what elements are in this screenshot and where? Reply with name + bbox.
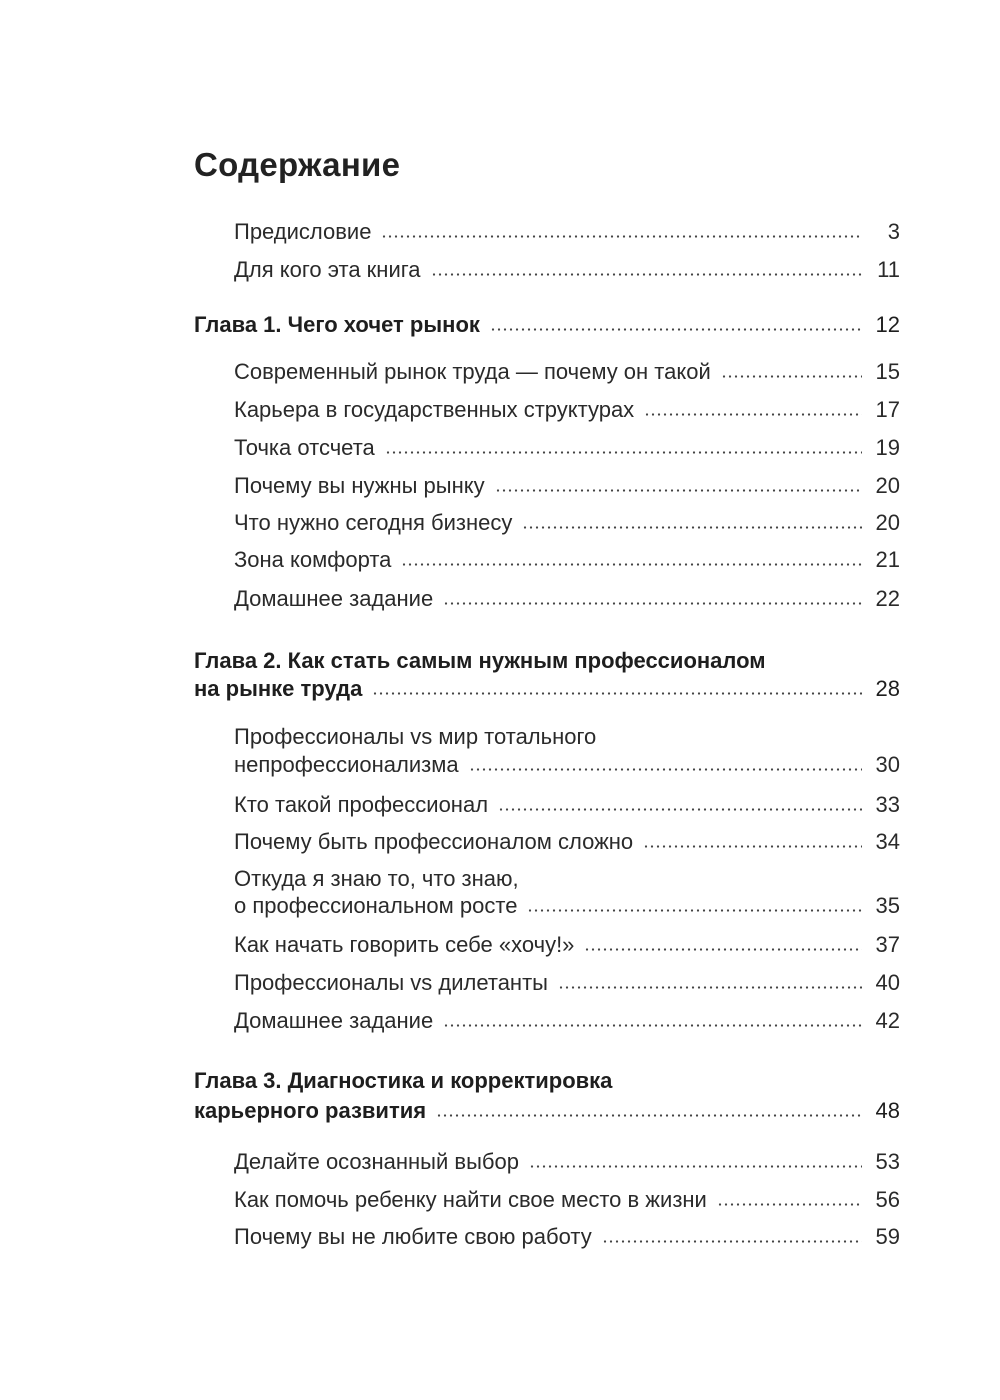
dot-leader [717,1203,862,1206]
toc-entry[interactable] [234,1147,900,1177]
toc-page-number: 56 [875,1187,900,1212]
toc-page-number: 42 [875,1008,900,1033]
dot-leader [644,413,862,416]
toc-entry[interactable] [234,1185,900,1215]
toc-entry[interactable] [234,433,900,463]
toc-page-number: 11 [877,257,900,282]
toc-entry-title: Для кого эта книга [234,257,421,282]
page-title: Содержание [194,146,401,183]
toc-page-number: 12 [875,312,900,337]
toc-page-number: 3 [887,219,900,244]
toc-entry[interactable] [234,968,900,998]
dot-leader [436,1114,862,1117]
dot-leader [431,273,862,276]
toc-chapter-title: карьерного развития [194,1098,427,1123]
dot-leader [385,451,862,454]
toc-page-number: 48 [875,1098,900,1123]
toc-page-number: 20 [875,473,900,498]
dot-leader [498,808,862,811]
toc-entry[interactable] [234,395,900,425]
toc-page-number: 22 [875,586,900,611]
toc-entry[interactable] [234,827,900,857]
toc-entry-title: Что нужно сегодня бизнесу [234,510,513,535]
toc-entry-title: Как начать говорить себе «хочу!» [234,932,575,957]
toc-chapter-title: на рынке труда [194,676,363,701]
toc-entry[interactable] [234,471,900,501]
toc-entry[interactable] [234,508,900,538]
dot-leader [495,489,862,492]
toc-entry-title: Делайте осознанный выбор [234,1149,519,1174]
toc-chapter[interactable] [194,1096,900,1126]
toc-page-number: 21 [875,547,900,572]
toc-entry[interactable] [234,891,900,921]
toc-entry-title: Как помочь ребенку найти свое место в жизни [234,1187,707,1212]
toc-entry-title: о профессиональном росте [234,893,518,918]
dot-leader [721,375,862,378]
toc-entry[interactable] [234,1006,900,1036]
toc-entry-title-line1: Профессионалы vs мир тотального [234,724,597,749]
toc-chapter[interactable] [194,310,900,340]
toc-chapter[interactable] [194,674,900,704]
dot-leader [643,845,862,848]
toc-entry-title: непрофессионализма [234,752,459,777]
toc-page-number: 34 [875,829,900,854]
dot-leader [469,768,862,771]
dot-leader [443,602,862,605]
toc-entry[interactable] [234,930,900,960]
toc-entry-title: Точка отсчета [234,435,375,460]
toc-page-number: 53 [875,1149,900,1174]
toc-page-number: 59 [875,1224,900,1249]
toc-entry[interactable] [234,750,900,780]
toc-entry[interactable] [234,217,900,247]
toc-entry[interactable] [234,255,900,285]
toc-entry-title: Почему вы не любите свою работу [234,1224,592,1249]
dot-leader [558,986,862,989]
toc-entry[interactable] [234,545,900,575]
dot-leader [490,328,862,331]
dot-leader [584,948,862,951]
toc-entry[interactable] [234,1222,900,1252]
dot-leader [602,1240,862,1243]
toc-entry[interactable] [234,584,900,614]
dot-leader [522,526,862,529]
toc-chapter-title-line1: Глава 2. Как стать самым нужным профессионалом [194,648,766,673]
dot-leader [372,692,862,695]
toc-entry-title: Карьера в государственных структурах [234,397,635,422]
dot-leader [381,235,862,238]
toc-page-number: 15 [875,359,900,384]
toc-entry[interactable] [234,790,900,820]
toc-entry-title: Домашнее задание [234,586,434,611]
toc-page-number: 17 [875,397,900,422]
toc-page-number: 35 [875,893,900,918]
toc-page-number: 28 [875,676,900,701]
dot-leader [527,909,862,912]
toc-entry-title: Зона комфорта [234,547,392,572]
toc-page-number: 40 [875,970,900,995]
dot-leader [401,563,862,566]
toc-entry-title-line1: Откуда я знаю то, что знаю, [234,866,519,891]
toc-entry-title: Почему вы нужны рынку [234,473,485,498]
toc-entry-title: Предисловие [234,219,372,244]
toc-page-number: 33 [875,792,900,817]
dot-leader [443,1024,862,1027]
toc-page-number: 30 [875,752,900,777]
toc-entry-title: Домашнее задание [234,1008,434,1033]
toc-entry[interactable] [234,357,900,387]
toc-chapter-title: Глава 1. Чего хочет рынок [194,312,480,337]
toc-entry-title: Современный рынок труда — почему он такой [234,359,711,384]
dot-leader [529,1165,862,1168]
toc-entry-title: Почему быть профессионалом сложно [234,829,634,854]
toc-entry-title: Профессионалы vs дилетанты [234,970,548,995]
toc-page-number: 37 [875,932,900,957]
toc-entry-title: Кто такой профессионал [234,792,489,817]
toc-page-number: 20 [875,510,900,535]
toc-chapter-title-line1: Глава 3. Диагностика и корректировка [194,1068,613,1093]
toc-page-number: 19 [875,435,900,460]
